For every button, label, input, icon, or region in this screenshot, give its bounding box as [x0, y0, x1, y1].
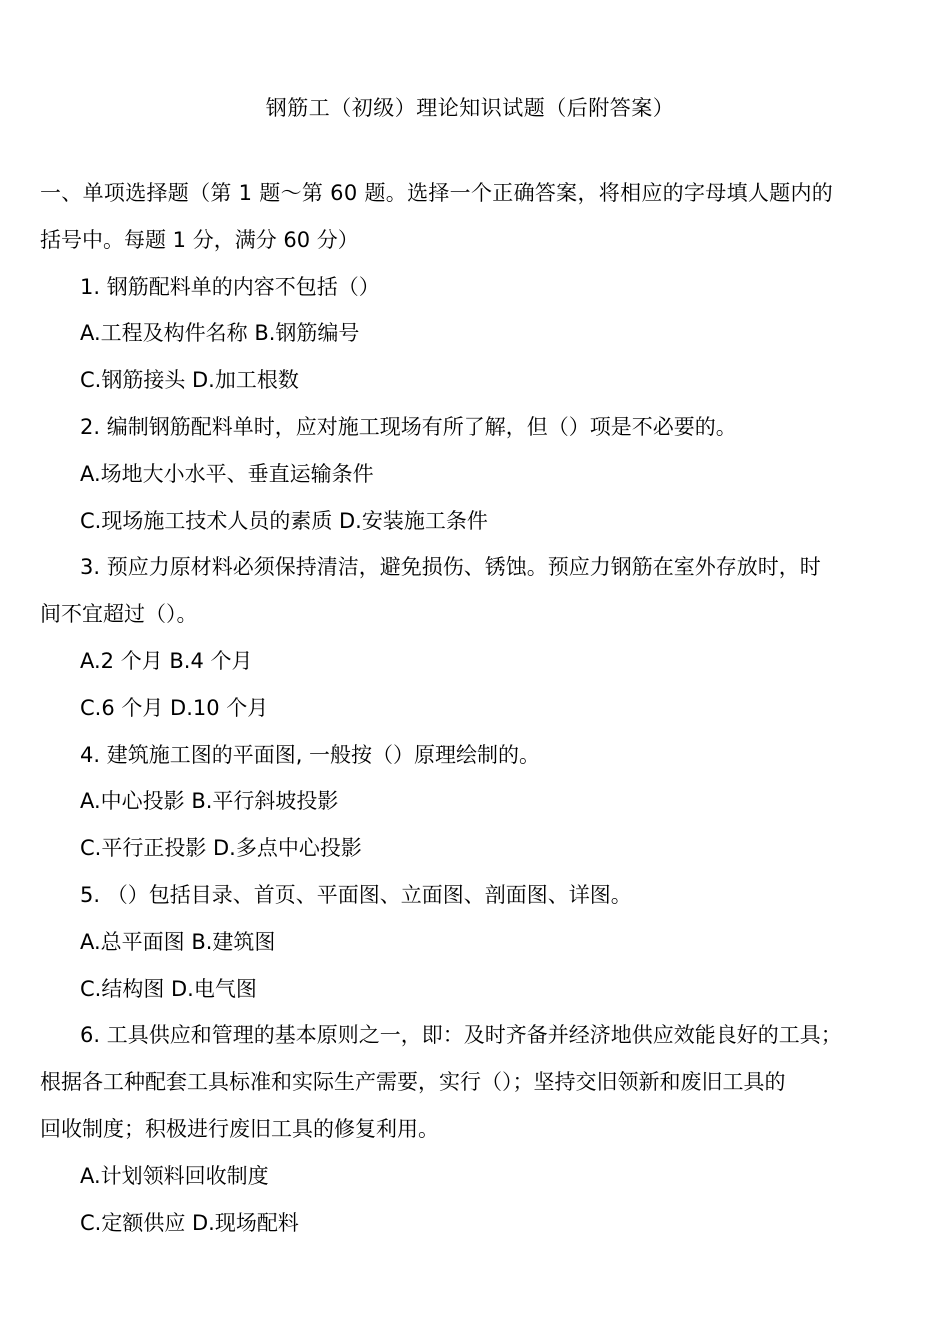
- question-option: C.现场施工技术人员的素质 D.安装施工条件: [80, 508, 488, 533]
- question-4: [40, 732, 912, 872]
- question-option: A.2 个月 B.4 个月: [80, 648, 253, 673]
- question-option: C.平行正投影 D.多点中心投影: [80, 836, 362, 861]
- question-option: A.工程及构件名称 B.钢筋编号: [80, 321, 360, 346]
- section-heading-line-1: 一、单项选择题（第 1 题～第 60 题。选择一个正确答案，将相应的字母填人题内的: [40, 181, 834, 205]
- document-title: 钢筋工（初级）理论知识试题（后附答案）: [265, 96, 675, 120]
- question-5: [40, 872, 912, 1012]
- question-option: A.计划领料回收制度: [80, 1163, 269, 1188]
- question-3: [40, 544, 912, 731]
- question-stem: 3. 预应力原材料必须保持清洁，避免损伤、锈蚀。预应力钢筋在室外存放时，时: [80, 555, 821, 580]
- question-option: C.结构图 D.电气图: [80, 976, 257, 1001]
- document-body: [40, 170, 912, 1246]
- question-stem: 6. 工具供应和管理的基本原则之一，即：及时齐备并经济地供应效能良好的工具；: [80, 1023, 842, 1048]
- question-option: A.中心投影 B.平行斜坡投影: [80, 789, 339, 814]
- question-stem-continuation: 间不宜超过（）。: [40, 602, 198, 627]
- question-stem-continuation: 根据各工种配套工具标准和实际生产需要，实行（）；坚持交旧领新和废旧工具的: [40, 1070, 786, 1095]
- question-option: A.场地大小水平、垂直运输条件: [80, 461, 374, 486]
- question-option: C.定额供应 D.现场配料: [80, 1210, 299, 1235]
- question-1: [40, 264, 912, 404]
- section-heading-line-2: 括号中。每题 1 分，满分 60 分）: [40, 227, 359, 252]
- question-2: [40, 404, 912, 544]
- question-option: A.总平面图 B.建筑图: [80, 929, 276, 954]
- question-6: [40, 1012, 912, 1246]
- question-stem: 5. （）包括目录、首页、平面图、立面图、剖面图、详图。: [80, 882, 632, 907]
- question-stem: 4. 建筑施工图的平面图, 一般按（）原理绘制的。: [80, 742, 541, 767]
- question-stem: 1. 钢筋配料单的内容不包括（）: [80, 274, 380, 299]
- question-option: C.钢筋接头 D.加工根数: [80, 368, 299, 393]
- question-option: C.6 个月 D.10 个月: [80, 695, 269, 720]
- question-stem: 2. 编制钢筋配料单时，应对施工现场有所了解，但（）项是不必要的。: [80, 414, 737, 439]
- question-stem-continuation: 回收制度；积极进行废旧工具的修复利用。: [40, 1116, 439, 1141]
